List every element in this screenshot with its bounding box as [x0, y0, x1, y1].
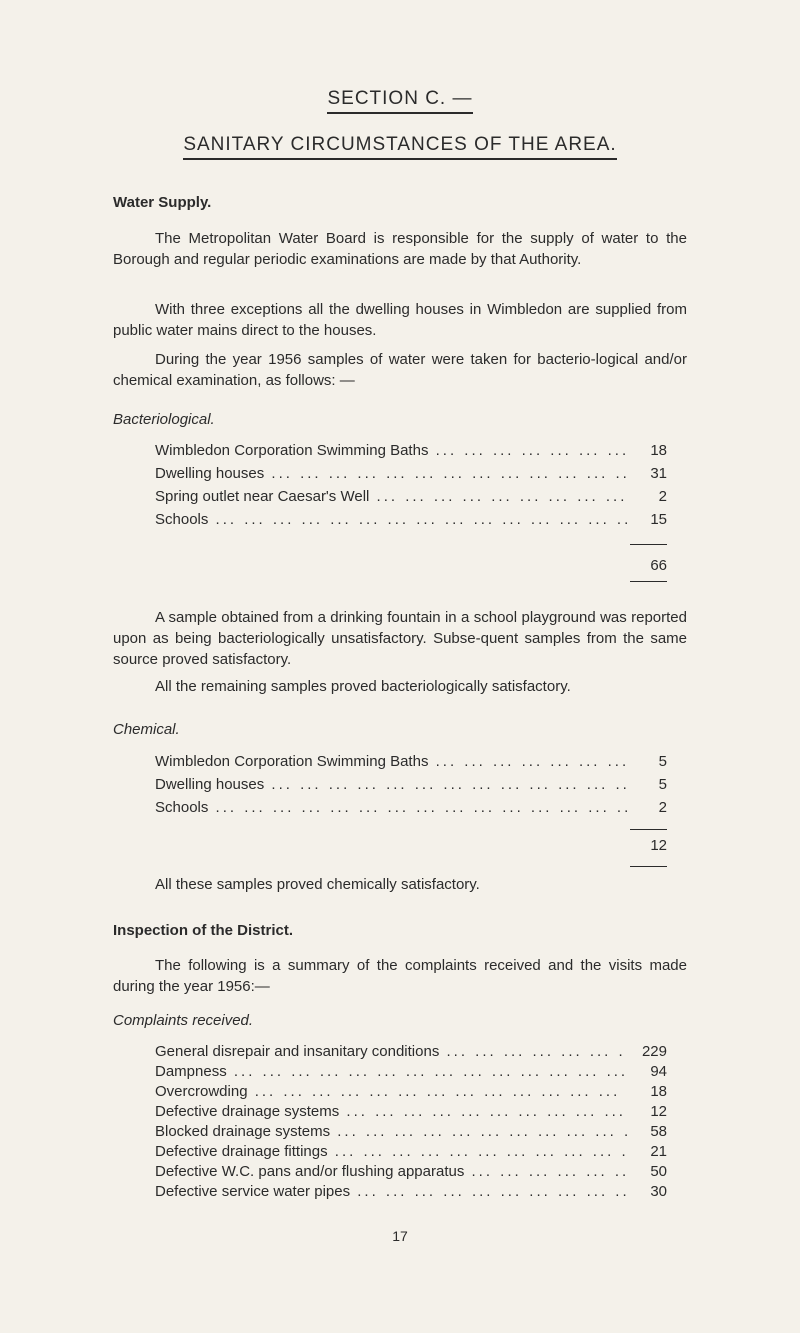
chemical-total: 12	[650, 837, 667, 854]
table-row	[155, 1143, 667, 1162]
total-rule	[630, 829, 667, 830]
bacteriological-heading: Bacteriological.	[113, 411, 215, 428]
section-heading: SECTION C. —	[0, 88, 800, 114]
row-label: Defective drainage systems ... .	[155, 1103, 627, 1120]
table-row	[155, 511, 667, 532]
row-label: Defective drainage fittings ... .	[155, 1143, 627, 1160]
table-row	[155, 753, 667, 774]
total-rule	[630, 544, 667, 545]
row-value: 18	[650, 1083, 667, 1100]
table-row	[155, 1063, 667, 1082]
table-row	[155, 1123, 667, 1142]
water-supply-paragraph-3: During the year 1956 samples of water were taken for bacterio-logical and/or chemical examination, as follows: —	[113, 351, 687, 389]
table-row	[155, 1103, 667, 1122]
row-value: 15	[650, 511, 667, 528]
water-supply-heading: Water Supply.	[113, 194, 212, 211]
page-number: 17	[392, 1228, 408, 1244]
table-row	[155, 488, 667, 509]
row-label: Schools ... .	[155, 511, 627, 528]
row-value: 5	[658, 776, 667, 793]
page-title: SANITARY CIRCUMSTANCES OF THE AREA.	[0, 134, 800, 160]
row-label: Overcrowding ... .	[155, 1083, 627, 1100]
table-row	[155, 776, 667, 797]
inspection-paragraph: The following is a summary of the complaints received and the visits made during the year 1956:—	[113, 957, 687, 995]
row-label: Dwelling houses ... .	[155, 776, 627, 793]
table-row	[155, 1183, 667, 1202]
row-value: 229	[641, 1043, 667, 1060]
bacteriological-paragraph-1: A sample obtained from a drinking fountain in a school playground was reported upon as being bacteriologically unsatisfactory. Subse-quent samples from the same source proved satisfactory.	[113, 609, 687, 668]
bacteriological-total: 66	[650, 557, 667, 574]
row-value: 50	[650, 1163, 667, 1180]
water-supply-paragraph-1: The Metropolitan Water Board is responsible for the supply of water to the Borough and regular periodic examinations are made by that Authority.	[113, 230, 687, 268]
row-label: Dwelling houses ... .	[155, 465, 627, 482]
table-row	[155, 1083, 667, 1102]
table-row	[155, 465, 667, 486]
table-row	[155, 799, 667, 820]
row-value: 21	[650, 1143, 667, 1160]
row-value: 2	[658, 799, 667, 816]
row-label: Dampness ... .	[155, 1063, 627, 1080]
bacteriological-paragraph-2: All the remaining samples proved bacteriologically satisfactory.	[155, 678, 571, 695]
table-row	[155, 442, 667, 463]
row-value: 58	[650, 1123, 667, 1140]
row-value: 18	[650, 442, 667, 459]
chemical-heading: Chemical.	[113, 721, 180, 738]
row-value: 5	[658, 753, 667, 770]
total-rule	[630, 581, 667, 582]
row-value: 31	[650, 465, 667, 482]
water-supply-paragraph-2: With three exceptions all the dwelling houses in Wimbledon are supplied from public water mains direct to the houses.	[113, 301, 687, 339]
row-label: Wimbledon Corporation Swimming Baths ... .	[155, 753, 627, 770]
row-label: General disrepair and insanitary conditions ... .	[155, 1043, 627, 1060]
row-value: 2	[658, 488, 667, 505]
table-row	[155, 1043, 667, 1062]
row-label: Defective W.C. pans and/or flushing apparatus ... .	[155, 1163, 627, 1180]
row-value: 94	[650, 1063, 667, 1080]
row-label: Defective service water pipes ... .	[155, 1183, 627, 1200]
total-rule	[630, 866, 667, 867]
inspection-heading: Inspection of the District.	[113, 922, 294, 939]
row-label: Blocked drainage systems ... .	[155, 1123, 627, 1140]
chemical-paragraph: All these samples proved chemically satisfactory.	[155, 876, 480, 893]
row-label: Wimbledon Corporation Swimming Baths ... .	[155, 442, 627, 459]
complaints-heading: Complaints received.	[113, 1012, 254, 1029]
row-value: 12	[650, 1103, 667, 1120]
row-label: Spring outlet near Caesar's Well ... .	[155, 488, 627, 505]
row-value: 30	[650, 1183, 667, 1200]
row-label: Schools ... .	[155, 799, 627, 816]
table-row	[155, 1163, 667, 1182]
